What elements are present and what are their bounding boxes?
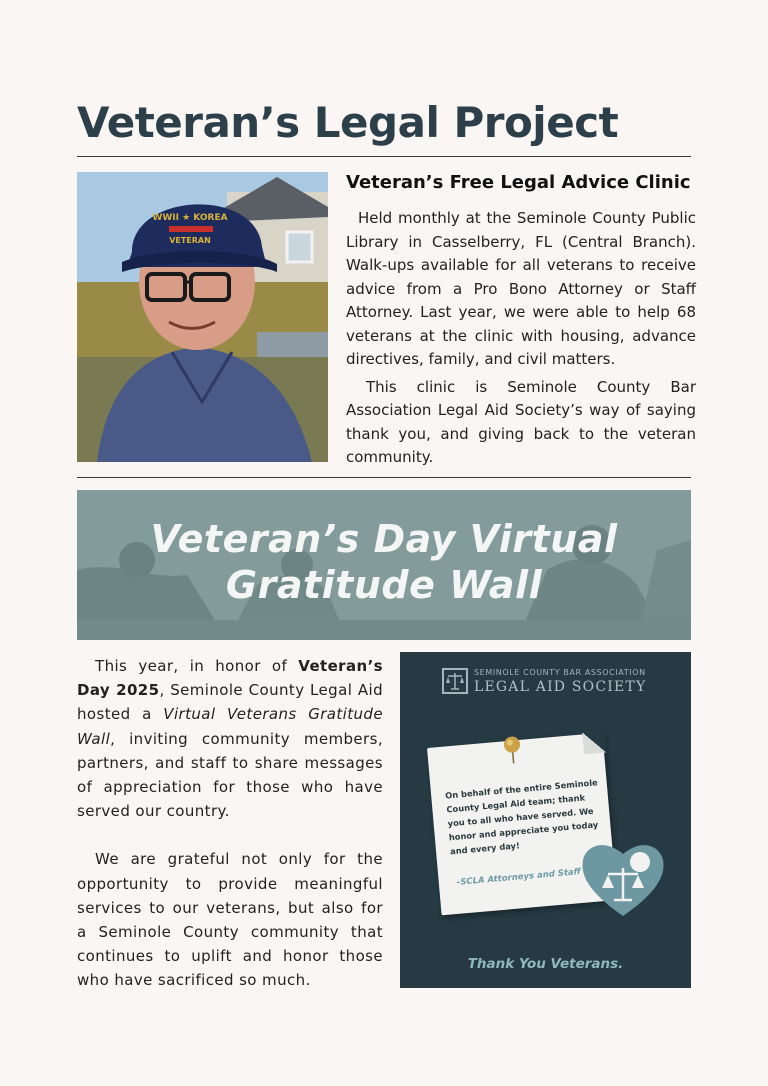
note-signature: -SCLA Attorneys and Staff (456, 867, 582, 888)
banner-title-line2: Gratitude Wall (225, 563, 543, 607)
wall-paragraph-2: We are grateful not only for the opportunity to provide meaningful services to our veterans, but also for a Seminole County community that continues to uplift and honor those who have sacrificed so much. (77, 850, 383, 990)
clinic-paragraph-1: Held monthly at the Seminole County Public Library in Casselberry, FL (Central Branch). Walk-ups available for all veterans to receive advice from a Pro Bono Attorney or Staff Attorney. Last year, we were able to help 68 veterans at the clinic with housing, advance directives, family, and civil matters. (346, 209, 696, 368)
cap-text-line1: WWII ★ KOREA (152, 213, 228, 223)
note-message: On behalf of the entire Seminole County Legal Aid team; thank you to all who have served. We honor and appreciate you today and every day! (444, 777, 599, 857)
scales-of-justice-icon (442, 668, 468, 694)
title-divider (77, 156, 691, 157)
section-divider (77, 477, 691, 478)
gratitude-wall-banner (77, 490, 691, 640)
gratitude-wall-description (77, 654, 383, 993)
clinic-description (346, 207, 696, 470)
note-curl (582, 730, 606, 754)
push-pin-icon (500, 734, 525, 766)
wall-name: Virtual Veterans Gratitude Wall (77, 705, 383, 748)
veteran-photo (77, 172, 328, 462)
wall-paragraph-1: This year, in honor of Veteran’s Day 2025, Seminole County Legal Aid hosted a Virtual Veterans Gratitude Wall, inviting community members, partners, and staff to share messages of appreciation for those who have served our country. (77, 657, 383, 821)
banner-title-line1: Veteran’s Day Virtual (150, 517, 618, 561)
clinic-paragraph-2: This clinic is Seminole County Bar Association Legal Aid Society’s way of saying thank you, and giving back to the veteran community. (346, 377, 696, 466)
event-name: Veteran’s Day 2025 (77, 657, 383, 700)
clinic-heading: Veteran’s Free Legal Advice Clinic (346, 172, 691, 193)
thank-you-text: Thank You Veterans. (467, 956, 624, 972)
org-name-large: LEGAL AID SOCIETY (474, 679, 647, 695)
org-name-small: SEMINOLE COUNTY BAR ASSOCIATION (474, 668, 646, 677)
heart-scales-icon (580, 838, 666, 918)
cap-text-line2: VETERAN (169, 236, 211, 245)
page-title: Veteran’s Legal Project (77, 98, 619, 147)
thank-you-poster (400, 652, 691, 988)
